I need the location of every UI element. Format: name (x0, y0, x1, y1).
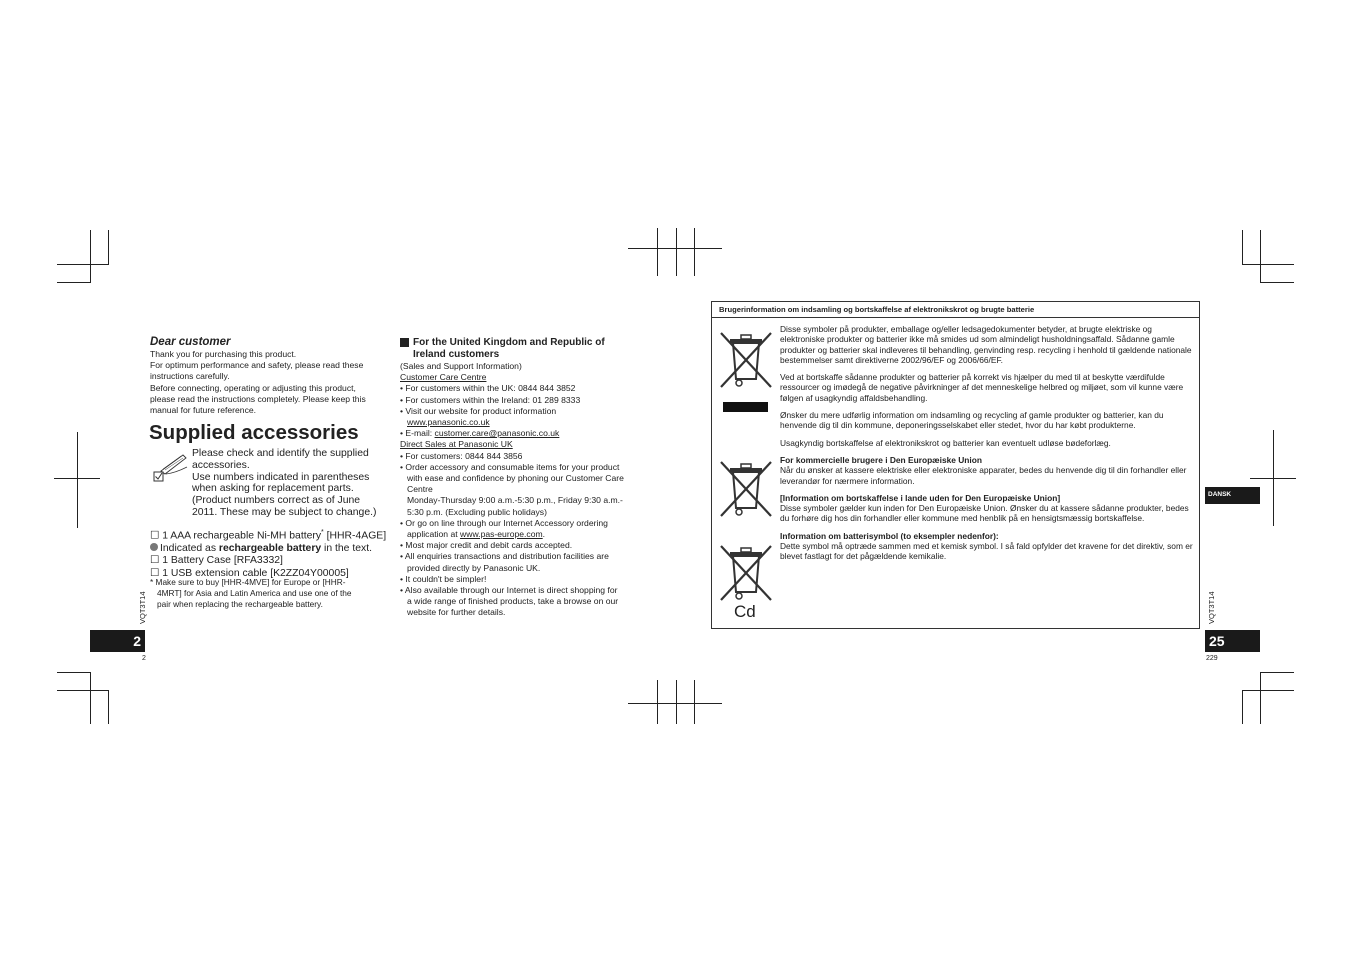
uk-bullet-text: Visit our website for product information (405, 405, 557, 416)
uk-bullet-text: E-mail: (405, 428, 435, 439)
disposal-box-title: Brugerinformation om indsamling og bortskaffelse af elektronikskrot og brugte batterie (719, 305, 1035, 314)
page-small-left: 2 (142, 655, 146, 662)
uk-bullet-text: 5:30 p.m. (Excluding public holidays) (407, 506, 547, 517)
email-link[interactable]: customer.care@panasonic.co.uk (434, 428, 560, 439)
black-bar (723, 402, 768, 412)
uk-bullet-text: Order accessory and consumable items for your product (405, 461, 620, 472)
accessory-note (150, 543, 395, 555)
uk-bullet: • Most major credit and debit cards accepted. (400, 540, 645, 551)
accessory-note-text: Indicated as (160, 542, 219, 554)
uk-bullet-text: with ease and confidence by phoning our Customer Care (407, 473, 624, 484)
language-tab (1205, 487, 1260, 504)
note-line: Please check and identify the supplied (192, 448, 369, 459)
disposal-paragraph: Disse symboler gælder kun inden for Den Europæiske Union. Ønsker du at kassere sådanne produkter, bedes du forhøre dig hos din forhandler eller kommune med henblik på en hensigtsmæssig bortskaffelse. (780, 503, 1189, 524)
uk-sub: (Sales and Support Information) (400, 361, 522, 371)
dear-line: For optimum performance and safety, please read these (150, 360, 364, 371)
footnote-star: * (321, 529, 324, 536)
page-small-right: 229 (1206, 655, 1218, 662)
disposal-paragraph: Når du ønsker at kassere elektriske eller elektroniske apparater, bedes du henvende dig til din forhandler eller leverandør for nærmere information. (780, 465, 1187, 486)
page-number-text: 25 (1209, 633, 1225, 649)
uk-bullet-text: All enquiries transactions and distribution facilities are (404, 551, 609, 562)
disposal-paragraph: Disse symboler på produkter, emballage og/eller ledsagedokumenter betyder, at brugte elektriske og elektroniske produkter og batterier ikke må smides ud som almindeligt husholdningsaffald. Sådanne gamle produkter og batterier skal indleveres til behandling, genvinding resp. recycling i henhold til gældende nationale bestemmelser samt direktiverne 2002/96/EF og 2006/66/EF. (780, 324, 1192, 365)
note-line: 2011. These may be subject to change.) (192, 506, 377, 518)
commercial-heading: For kommercielle brugere i Den Europæiske Union (780, 454, 982, 465)
accessory-note-text: in the text. (321, 542, 372, 554)
uk-bullet (400, 551, 645, 573)
accessory-battery-code: [HHR-4AGE] (323, 530, 387, 542)
uk-bullet-text: Centre (407, 484, 433, 495)
disposal-paragraph: Ønsker du mere udførlig information om indsamling og recycling af gamle produkter og batterier, kan du henvende dig til din kommune, deponeringsselskabet eller stedet, hvor du har købt produkterne. (780, 410, 1164, 431)
disposal-paragraph: Usagkyndig bortskaffelse af elektronikskrot og batterier kan eventuelt udløse bødeforlæg. (780, 437, 1111, 448)
uk-heading-line: Ireland customers (413, 349, 500, 360)
dear-line: Thank you for purchasing this product. (150, 349, 297, 359)
uk-bullet-text: application at (407, 529, 461, 540)
disposal-text (780, 324, 1194, 569)
customer-care-heading: Customer Care Centre (400, 372, 487, 383)
panasonic-website-link[interactable]: www.panasonic.co.uk (407, 417, 490, 428)
accessory-battery: ☐ 1 AAA rechargeable Ni-MH battery (150, 530, 322, 542)
disposal-paragraph: Ved at bortskaffe sådanne produkter og batterier på korrekt vis hjælper du med til at beskytte værdifulde ressourcer og imødegå de negative påvirkninger af det menneskelige helbred og miljøet, som vil kunne være følgen af usagkyndig affaldsbehandling. (780, 372, 1184, 403)
dear-line: instructions carefully. (150, 371, 230, 382)
dear-line: please read the instructions completely. Please keep this (150, 393, 366, 404)
page-number-right (1205, 630, 1260, 652)
uk-bullet-text: provided directly by Panasonic UK. (407, 562, 541, 573)
uk-heading (400, 337, 645, 361)
uk-bullet-text: Or go on line through our Internet Accessory ordering (405, 517, 608, 528)
cadmium-symbol: Cd (734, 602, 756, 621)
uk-heading-line: For the United Kingdom and Republic of (413, 337, 605, 348)
uk-bullet (400, 428, 645, 439)
battery-symbol-heading: Information om batterisymbol (to eksempler nedenfor): (780, 530, 999, 541)
uk-section (400, 337, 645, 619)
page-number-text: 2 (133, 633, 141, 649)
uk-bullet: • It couldn't be simpler! (400, 574, 645, 585)
crossed-bin-icon (717, 329, 775, 391)
page-number-left (90, 630, 145, 652)
uk-bullet: • For customers within the UK: 0844 844 3852 (400, 383, 645, 394)
square-bullet-icon (400, 338, 409, 347)
accessory-note-bold: rechargeable battery (218, 542, 322, 554)
language-tab-label: DANSK (1208, 491, 1232, 498)
crossed-bin-icon (717, 542, 775, 604)
disposal-info-box (711, 301, 1200, 629)
vqt-code-right: VQT3T14 (1207, 591, 1216, 624)
vqt-code-left: VQT3T14 (138, 591, 147, 624)
note-line: Use numbers indicated in parentheses (192, 471, 370, 483)
uk-bullet (400, 518, 645, 540)
uk-bullet (400, 585, 645, 619)
dear-customer-section (150, 335, 385, 416)
accessory-item: ☐ 1 Battery Case [RFA3332] (150, 555, 283, 567)
uk-bullet: • For customers within the Ireland: 01 289 8333 (400, 395, 645, 406)
uk-bullet-text: Also available through our Internet is direct shopping for (404, 585, 618, 596)
footnote-line: 4MRT] for Asia and Latin America and use one of the (157, 587, 352, 598)
bullet-dot-icon (150, 543, 158, 551)
uk-bullet-text: website for further details. (407, 607, 506, 618)
note-line: accessories. (192, 459, 250, 471)
footnote-line: * Make sure to buy [HHR-4MVE] for Europe or [HHR- (150, 577, 346, 587)
note-pen-icon (153, 453, 189, 485)
dear-customer-text (150, 349, 385, 416)
accessories-note (192, 448, 392, 519)
accessory-item: ☐ 1 USB extension cable [K2ZZ04Y00005] (150, 567, 349, 579)
dear-customer-heading: Dear customer (150, 336, 231, 348)
note-line: when asking for replacement parts. (192, 483, 354, 495)
page-title: Supplied accessories (149, 421, 359, 444)
disposal-box-divider (712, 317, 1199, 318)
disposal-paragraph: Dette symbol må optræde sammen med et kemisk symbol. I så fald opfylder det kravene for det direktiv, som er blevet fastlagt for det pågældende kemikalie. (780, 541, 1193, 562)
crossed-bin-icon (717, 458, 775, 520)
uk-bullet-text: a wide range of finished products, take a browse on our (407, 596, 619, 607)
footnote-line: pair when replacing the rechargeable battery. (157, 598, 323, 609)
note-line: (Product numbers correct as of June (192, 495, 361, 507)
direct-sales-heading: Direct Sales at Panasonic UK (400, 439, 513, 450)
pas-europe-link[interactable]: www.pas-europe.com (460, 529, 543, 540)
uk-bullet-text: Monday-Thursday 9:00 a.m.-5:30 p.m., Friday 9:30 a.m.- (407, 495, 623, 506)
uk-bullet: • For customers: 0844 844 3856 (400, 451, 645, 462)
dear-line: Before connecting, operating or adjusting this product, (150, 382, 356, 393)
accessories-list (150, 527, 395, 580)
uk-bullet-text: . (542, 529, 546, 540)
uk-bullet (400, 462, 645, 518)
accessory-item (150, 527, 395, 543)
uk-bullet (400, 406, 645, 428)
dear-line: manual for future reference. (150, 405, 257, 416)
outside-eu-heading: [Information om bortskaffelse i lande uden for Den Europæiske Union] (780, 492, 1061, 503)
footnote (150, 577, 390, 609)
